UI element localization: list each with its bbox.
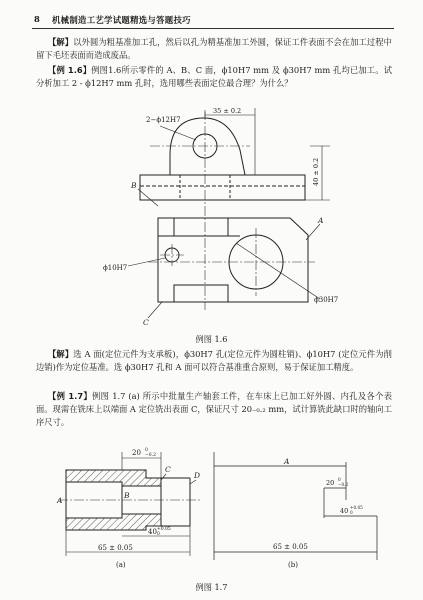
label-phi30h7: ϕ30H7 xyxy=(314,296,339,304)
fig-a-dim-40-tol-lower: 0 xyxy=(157,532,160,537)
example-text: 例图 1.7 (a) 所示中批量生产轴套工件，在车床上已加工好外圆、内孔及各个表面。现需在铣床上以端面 A 定位铣出表面 C，保证尺寸 20₋₀.₂ mm，试计算铣此缺口时的轴向工序尺寸。 xyxy=(36,391,392,428)
fig-a-dim-20: 20 xyxy=(132,449,141,457)
fig-b-dim-20-tol-lower: −0.2 xyxy=(338,482,349,487)
label-surface-c: C xyxy=(143,318,149,327)
fig-a-label-c: C xyxy=(165,465,171,474)
fig-a-dim-65: 65 ± 0.05 xyxy=(98,544,133,552)
book-title: 机械制造工艺学试题精选与答题技巧 xyxy=(52,15,191,25)
fig-b-dim-40-tol-upper: +0.05 xyxy=(350,505,363,510)
fig-a-subcaption: (a) xyxy=(116,561,126,569)
fig-a-dim-20-tol-lower: −0.2 xyxy=(145,453,156,458)
example-text: 例图1.6所示零件的 A、B、C 面，ϕ10H7 mm 及 ϕ30H7 mm 孔均已加工。试分析加工 2 - ϕ12H7 mm 孔时，选用哪些表面定位最合理？为什么？ xyxy=(36,65,392,89)
page-number: 8 xyxy=(34,14,40,24)
fig-a-label-a: A xyxy=(57,496,63,505)
fig-a-dim-40: 40 xyxy=(148,528,157,536)
label-phi10h7: ϕ10H7 xyxy=(103,264,128,272)
fig-b-dim-20: 20 xyxy=(326,479,335,487)
label-surface-b: B xyxy=(131,181,137,190)
sleeve-lower-wall xyxy=(66,514,161,530)
dim-40: 40 ± 0.2 xyxy=(312,157,320,186)
answer-tag: 【解】 xyxy=(48,349,74,359)
label-2-phi12h7: 2−ϕ12H7 xyxy=(146,116,181,124)
fig-a-dim-40-tol-upper: +0.05 xyxy=(157,527,171,532)
answer-text: 选 A 面(定位元件为支承板)，ϕ30H7 孔(定位元件为圆柱销)、ϕ10H7 (定位元件为削边销)作为定位基准。选 ϕ30H7 孔和 A 面可以符合基准重合原则，易于保证加工精度。 xyxy=(36,349,392,373)
answer-text: 以外圆为粗基准加工孔，然后以孔为精基准加工外圆，保证工件表面不会在加工过程中留下毛坯表面而造成废品。 xyxy=(36,37,392,61)
fig-a-label-d: D xyxy=(194,471,201,480)
fig-b-dim-65: 65 ± 0.05 xyxy=(273,543,308,551)
fig-a-dim-20-tol-upper: 0 xyxy=(145,448,148,453)
answer-tag: 【解】 xyxy=(48,37,74,47)
figure-1-7-caption: 例图 1.7 xyxy=(195,582,228,592)
example-tag: 【例 1.7】 xyxy=(48,391,93,401)
fig-b-dim-40: 40 xyxy=(340,507,349,515)
dim-35: 35 ± 0.2 xyxy=(213,107,242,115)
fig-b-label-a: A xyxy=(284,457,290,466)
fig-b-subcaption: (b) xyxy=(288,561,298,569)
fig-a-label-b: B xyxy=(124,491,130,500)
fig-b-dim-20-tol-upper: 0 xyxy=(338,477,341,482)
example-tag: 【例 1.6】 xyxy=(48,65,92,75)
fig-b-dim-40-tol-lower: 0 xyxy=(350,510,353,515)
label-surface-a: A xyxy=(318,216,324,225)
figure-1-6-caption: 例图 1.6 xyxy=(195,334,228,344)
